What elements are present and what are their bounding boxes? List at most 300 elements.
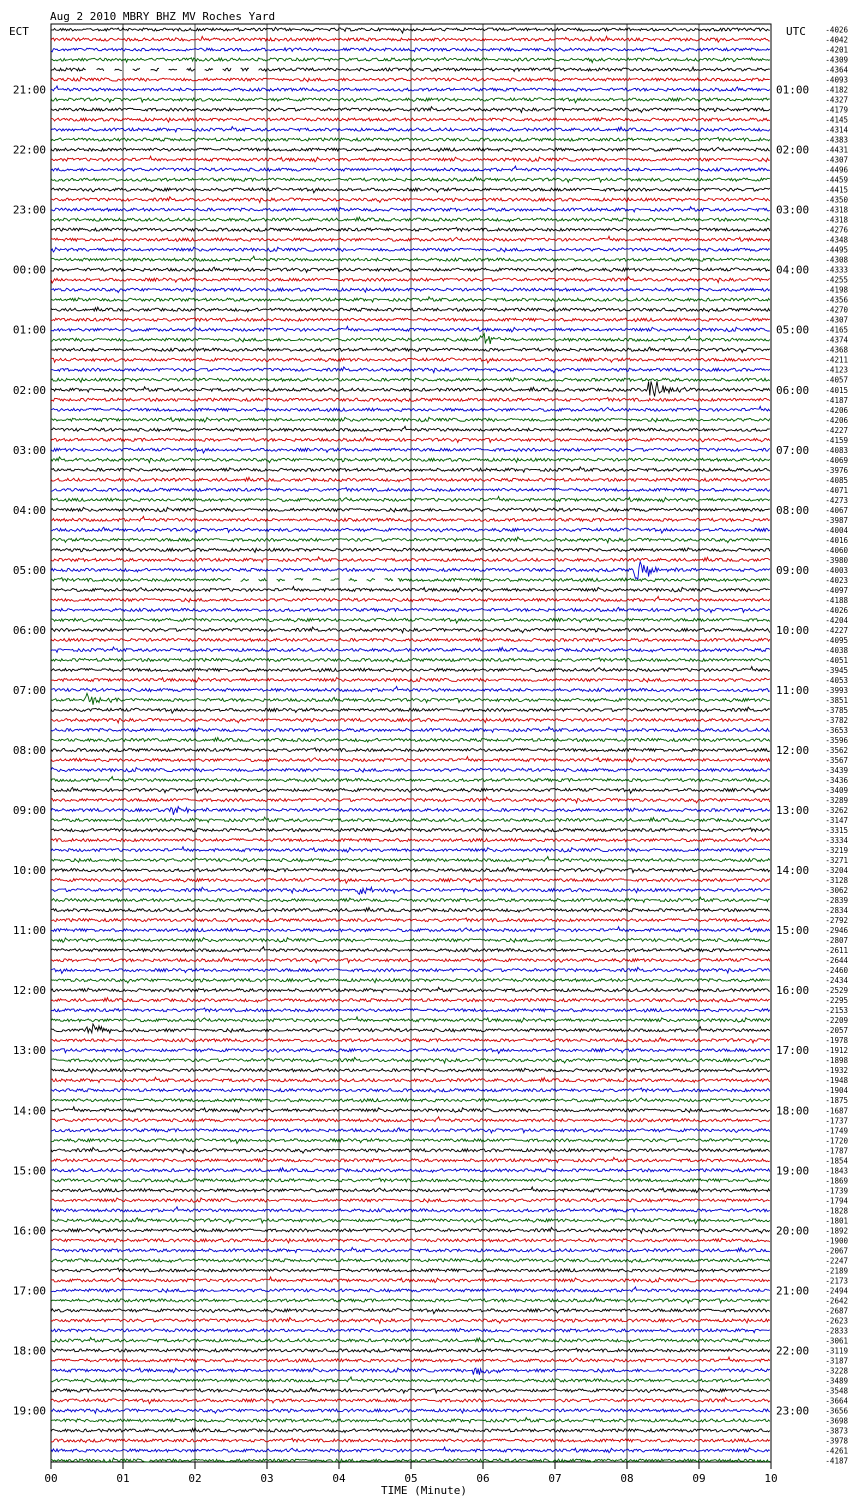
- trace-offset-label: -1801: [825, 1216, 848, 1226]
- x-tick-label-08: 08: [620, 1472, 634, 1485]
- trace-offset-label: -3785: [825, 705, 848, 715]
- trace-line: [51, 1447, 770, 1453]
- trace-offset-label: -3061: [825, 1336, 848, 1346]
- trace-offset-label: -4327: [825, 95, 848, 105]
- trace-offset-label: -4095: [825, 635, 848, 645]
- trace-offset-label: -3653: [825, 725, 848, 735]
- left-hour-label: 15:00: [12, 1164, 46, 1178]
- trace-line: [51, 48, 770, 52]
- right-hour-label: 06:00: [776, 383, 810, 397]
- trace-offset-label: -1875: [825, 1096, 848, 1106]
- trace-offset-label: -3062: [825, 886, 848, 896]
- trace-line: [51, 1117, 770, 1122]
- trace-line: [51, 467, 770, 472]
- trace-offset-label: -4383: [825, 135, 848, 145]
- trace-line: [51, 197, 770, 203]
- trace-line: [51, 607, 770, 612]
- left-axis-label: ECT: [9, 25, 29, 38]
- trace-offset-label: -4318: [825, 215, 848, 225]
- trace-offset-label: -1843: [825, 1166, 848, 1176]
- trace-offset-label: -3147: [825, 816, 848, 826]
- left-hour-label: 21:00: [12, 83, 46, 97]
- trace-line: [51, 787, 770, 793]
- trace-offset-label: -4211: [825, 355, 848, 365]
- trace-line: [51, 1228, 770, 1234]
- trace-line: [51, 678, 770, 683]
- trace-line: [51, 358, 770, 363]
- trace-line: [51, 127, 770, 132]
- trace-offset-label: -2494: [825, 1286, 848, 1296]
- left-hour-label: 17:00: [12, 1284, 46, 1298]
- trace-line: [51, 958, 770, 963]
- trace-offset-label: -4182: [825, 85, 848, 95]
- trace-offset-label: -3489: [825, 1376, 848, 1386]
- trace-line: [51, 979, 770, 983]
- trace-line: [51, 77, 770, 82]
- trace-line: [51, 147, 770, 151]
- trace-offset-label: -3219: [825, 846, 848, 856]
- trace-line: [51, 838, 770, 842]
- trace-offset-label: -3664: [825, 1396, 848, 1406]
- trace-line: [51, 967, 770, 973]
- trace-offset-label: -4459: [825, 175, 848, 185]
- trace-offset-label: -2057: [825, 1026, 848, 1036]
- x-tick-label-05: 05: [404, 1472, 418, 1485]
- trace-line: [51, 188, 770, 193]
- trace-offset-label: -4071: [825, 485, 848, 495]
- trace-offset-label: -3567: [825, 756, 848, 766]
- right-hour-label: 11:00: [776, 683, 810, 697]
- trace-line: [51, 1198, 770, 1203]
- trace-offset-label: -2642: [825, 1296, 848, 1306]
- trace-offset-label: -4015: [825, 385, 848, 395]
- trace-offset-label: -2687: [825, 1306, 848, 1316]
- trace-line: [51, 398, 770, 402]
- trace-line: [51, 627, 770, 633]
- trace-offset-label: -4307: [825, 155, 848, 165]
- trace-line: [51, 217, 770, 222]
- trace-line: [51, 207, 770, 212]
- left-hour-label: 16:00: [12, 1224, 46, 1238]
- trace-line: [51, 557, 770, 562]
- right-hour-label: 17:00: [776, 1044, 810, 1058]
- trace-offset-label: -3945: [825, 665, 848, 675]
- trace-offset-label: -2807: [825, 936, 848, 946]
- trace-line: [51, 516, 770, 521]
- x-tick-label-04: 04: [332, 1472, 346, 1485]
- trace-offset-label: -1898: [825, 1056, 848, 1066]
- trace-line: [51, 1077, 770, 1082]
- trace-offset-label: -1794: [825, 1196, 848, 1206]
- trace-offset-label: -1978: [825, 1036, 848, 1046]
- trace-line: [51, 156, 770, 162]
- trace-offset-label: -1720: [825, 1136, 848, 1146]
- trace-line: [51, 1068, 770, 1072]
- trace-offset-label: -4333: [825, 265, 848, 275]
- trace-line: [51, 1247, 770, 1252]
- trace-line: [51, 347, 770, 352]
- trace-offset-label: -4051: [825, 655, 848, 665]
- trace-offset-label: -4188: [825, 595, 848, 605]
- trace-offset-label: -4314: [825, 125, 848, 135]
- trace-line: [51, 457, 770, 463]
- trace-line: [51, 1259, 770, 1263]
- right-hour-label: 21:00: [776, 1284, 810, 1298]
- trace-offset-label: -2946: [825, 926, 848, 936]
- trace-offset-label: -3698: [825, 1416, 848, 1426]
- trace-line: [51, 307, 770, 312]
- trace-offset-label: -4227: [825, 425, 848, 435]
- right-hour-label: 20:00: [776, 1224, 810, 1238]
- trace-offset-label: -4004: [825, 525, 848, 535]
- trace-offset-label: -4187: [825, 395, 848, 405]
- trace-line: [51, 1048, 770, 1053]
- trace-line: [51, 1438, 770, 1442]
- trace-offset-label: -4356: [825, 295, 848, 305]
- trace-line: [51, 1088, 770, 1092]
- trace-offset-label: -2209: [825, 1016, 848, 1026]
- trace-line: [51, 437, 770, 442]
- left-hour-label: 10:00: [12, 864, 46, 878]
- trace-line: [51, 1338, 770, 1343]
- trace-line: [51, 738, 770, 743]
- right-hour-label: 03:00: [776, 203, 810, 217]
- trace-line: [51, 1277, 770, 1283]
- trace-line: [51, 256, 770, 261]
- trace-offset-label: -4145: [825, 115, 848, 125]
- trace-offset-label: -2460: [825, 966, 848, 976]
- trace-line: [51, 847, 770, 853]
- trace-line: [51, 727, 770, 732]
- trace-offset-label: -4270: [825, 305, 848, 315]
- trace-line: [51, 406, 770, 411]
- trace-offset-label: -3782: [825, 715, 848, 725]
- trace-line: [51, 1388, 770, 1393]
- trace-offset-label: -3978: [825, 1436, 848, 1446]
- trace-line: [51, 1017, 770, 1023]
- left-hour-label: 22:00: [12, 143, 46, 157]
- trace-line: [51, 1348, 770, 1352]
- trace-offset-label: -2067: [825, 1246, 848, 1256]
- trace-line: [51, 1287, 770, 1293]
- trace-offset-label: -1687: [825, 1106, 848, 1116]
- trace-offset-label: -4085: [825, 475, 848, 485]
- trace-line: [51, 647, 770, 652]
- right-hour-label: 07:00: [776, 443, 810, 457]
- x-axis-label: TIME (Minute): [380, 1484, 468, 1497]
- trace-offset-label: -2434: [825, 976, 848, 986]
- left-hour-label: 13:00: [12, 1044, 46, 1058]
- trace-offset-label: -3980: [825, 555, 848, 565]
- trace-offset-label: -4255: [825, 275, 848, 285]
- trace-line: [51, 562, 770, 580]
- right-hour-label: 10:00: [776, 623, 810, 637]
- trace-offset-label: -4368: [825, 345, 848, 355]
- offset-label-group: [825, 26, 848, 1466]
- trace-line: [51, 488, 770, 492]
- trace-line: [51, 1238, 770, 1242]
- trace-line: [51, 1187, 770, 1193]
- trace-line: [51, 1309, 770, 1314]
- trace-line: [51, 1147, 770, 1153]
- trace-offset-label: -4309: [825, 55, 848, 65]
- trace-offset-label: -1932: [825, 1066, 848, 1076]
- left-hour-label: 01:00: [12, 323, 46, 337]
- trace-offset-label: -3128: [825, 876, 848, 886]
- trace-line: [51, 578, 770, 582]
- right-hour-label: 12:00: [776, 744, 810, 758]
- trace-line: [51, 667, 770, 672]
- trace-line: [51, 98, 770, 103]
- trace-offset-label: -4083: [825, 445, 848, 455]
- trace-line: [51, 267, 770, 272]
- trace-line: [51, 748, 770, 752]
- left-hour-label: 08:00: [12, 744, 46, 758]
- x-tick-label-09: 09: [692, 1472, 706, 1485]
- trace-offset-label: -4495: [825, 245, 848, 255]
- left-hour-label: 11:00: [12, 924, 46, 938]
- trace-line: [51, 857, 770, 863]
- trace-offset-label: -4204: [825, 615, 848, 625]
- trace-offset-label: -2623: [825, 1316, 848, 1326]
- trace-offset-label: -4261: [825, 1446, 848, 1456]
- trace-offset-label: -3271: [825, 856, 848, 866]
- trace-offset-label: -4067: [825, 505, 848, 515]
- trace-line: [51, 777, 770, 782]
- trace-offset-label: -4348: [825, 235, 848, 245]
- trace-offset-label: -3596: [825, 735, 848, 745]
- trace-offset-label: -1904: [825, 1086, 848, 1096]
- trace-offset-label: -1737: [825, 1116, 848, 1126]
- trace-offset-label: -3562: [825, 746, 848, 756]
- right-hour-label: 15:00: [776, 924, 810, 938]
- trace-offset-label: -4364: [825, 65, 848, 75]
- trace-line: [51, 1038, 770, 1043]
- right-hour-label: 14:00: [776, 864, 810, 878]
- trace-line: [51, 1377, 770, 1382]
- left-hour-label: 00:00: [12, 263, 46, 277]
- trace-offset-label: -1749: [825, 1126, 848, 1136]
- trace-offset-label: -4057: [825, 375, 848, 385]
- trace-line: [51, 277, 770, 283]
- trace-offset-label: -4026: [825, 605, 848, 615]
- trace-line: [51, 947, 770, 952]
- trace-offset-label: -1739: [825, 1186, 848, 1196]
- trace-line: [51, 297, 770, 302]
- left-hour-label: 12:00: [12, 984, 46, 998]
- trace-offset-label: -1787: [825, 1146, 848, 1156]
- trace-line: [51, 288, 770, 292]
- trace-line: [51, 868, 770, 873]
- trace-line: [51, 537, 770, 543]
- left-hour-label: 03:00: [12, 443, 46, 457]
- trace-offset-label: -3436: [825, 776, 848, 786]
- trace-offset-label: -4206: [825, 415, 848, 425]
- right-hour-label: 02:00: [776, 143, 810, 157]
- trace-line: [51, 378, 770, 382]
- trace-line: [51, 67, 770, 71]
- trace-offset-label: -4016: [825, 535, 848, 545]
- trace-line: [51, 757, 770, 763]
- trace-line: [51, 1128, 770, 1133]
- trace-line: [51, 334, 770, 344]
- trace-line: [51, 1268, 770, 1272]
- trace-line: [51, 797, 770, 803]
- trace-offset-label: -4198: [825, 285, 848, 295]
- left-hour-label: 19:00: [12, 1404, 46, 1418]
- trace-offset-label: -1854: [825, 1156, 848, 1166]
- trace-line: [51, 118, 770, 122]
- trace-line: [51, 817, 770, 822]
- trace-offset-label: -4053: [825, 675, 848, 685]
- trace-line: [51, 718, 770, 722]
- trace-offset-label: -2833: [825, 1326, 848, 1336]
- left-hour-label: 14:00: [12, 1104, 46, 1118]
- trace-offset-label: -1869: [825, 1176, 848, 1186]
- trace-line: [51, 1207, 770, 1212]
- trace-line: [51, 618, 770, 623]
- trace-offset-label: -4097: [825, 585, 848, 595]
- x-tick-label-10: 10: [764, 1472, 778, 1485]
- trace-offset-label: -2173: [825, 1276, 848, 1286]
- trace-offset-label: -4308: [825, 255, 848, 265]
- trace-line: [51, 587, 770, 593]
- x-tick-label-06: 06: [476, 1472, 490, 1485]
- trace-line: [51, 326, 770, 332]
- trace-offset-label: -4318: [825, 205, 848, 215]
- trace-line: [51, 1008, 770, 1012]
- chart-title: Aug 2 2010 MBRY BHZ MV Roches Yard: [50, 10, 276, 23]
- trace-offset-label: -1948: [825, 1076, 848, 1086]
- trace-offset-label: -4003: [825, 565, 848, 575]
- trace-offset-label: -4159: [825, 435, 848, 445]
- trace-offset-label: -2153: [825, 1006, 848, 1016]
- x-tick-label-00: 00: [44, 1472, 58, 1485]
- trace-line: [51, 527, 770, 533]
- trace-offset-label: -3315: [825, 826, 848, 836]
- left-hour-label: 07:00: [12, 683, 46, 697]
- trace-offset-label: -3334: [825, 836, 848, 846]
- trace-line: [51, 707, 770, 713]
- trace-offset-label: -3851: [825, 695, 848, 705]
- trace-line: [51, 236, 770, 241]
- trace-offset-label: -2247: [825, 1256, 848, 1266]
- right-hour-label: 16:00: [776, 984, 810, 998]
- trace-line: [51, 828, 770, 832]
- right-hour-label: 04:00: [776, 263, 810, 277]
- trace-offset-label: -2611: [825, 946, 848, 956]
- left-hour-label: 02:00: [12, 383, 46, 397]
- trace-offset-label: -4123: [825, 365, 848, 375]
- trace-line: [51, 918, 770, 922]
- trace-line: [51, 1178, 770, 1182]
- trace-line: [51, 1298, 770, 1303]
- x-tick-label-02: 02: [188, 1472, 202, 1485]
- left-hour-label: 06:00: [12, 623, 46, 637]
- right-axis-label: UTC: [786, 25, 806, 38]
- left-hour-label: 05:00: [12, 563, 46, 577]
- trace-offset-label: -4165: [825, 325, 848, 335]
- trace-line: [51, 1157, 770, 1162]
- trace-line: [51, 938, 770, 943]
- right-hour-label: 18:00: [776, 1104, 810, 1118]
- trace-offset-label: -3204: [825, 866, 848, 876]
- trace-line: [51, 1057, 770, 1063]
- trace-offset-label: -1828: [825, 1206, 848, 1216]
- trace-offset-label: -4227: [825, 625, 848, 635]
- trace-line: [51, 477, 770, 482]
- trace-offset-label: -2189: [825, 1266, 848, 1276]
- trace-offset-label: -2792: [825, 916, 848, 926]
- trace-line: [51, 1024, 770, 1033]
- trace-line: [51, 367, 770, 373]
- x-tick-group: [44, 1462, 777, 1485]
- trace-line: [51, 166, 770, 171]
- trace-line: [51, 807, 770, 815]
- trace-offset-label: -4060: [825, 545, 848, 555]
- trace-line: [51, 1368, 770, 1375]
- trace-offset-label: -4415: [825, 185, 848, 195]
- left-hour-label: 18:00: [12, 1344, 46, 1358]
- trace-line: [51, 1328, 770, 1332]
- x-tick-label-01: 01: [116, 1472, 130, 1485]
- trace-offset-label: -4350: [825, 195, 848, 205]
- trace-line: [51, 381, 770, 396]
- trace-line: [51, 137, 770, 141]
- trace-offset-label: -3228: [825, 1366, 848, 1376]
- trace-line: [51, 58, 770, 63]
- trace-line: [51, 596, 770, 602]
- trace-line: [51, 908, 770, 913]
- trace-offset-label: -3873: [825, 1426, 848, 1436]
- trace-line: [51, 496, 770, 502]
- trace-line: [51, 318, 770, 322]
- trace-line: [51, 448, 770, 453]
- trace-offset-label: -4179: [825, 105, 848, 115]
- trace-line: [51, 1139, 770, 1144]
- trace-offset-label: -4201: [825, 45, 848, 55]
- trace-offset-label: -3548: [825, 1386, 848, 1396]
- trace-offset-label: -3987: [825, 515, 848, 525]
- left-hour-label: 04:00: [12, 503, 46, 517]
- trace-line: [51, 507, 770, 512]
- trace-offset-label: -2644: [825, 956, 848, 966]
- trace-offset-label: -4093: [825, 75, 848, 85]
- trace-line: [51, 426, 770, 431]
- trace-line: [51, 897, 770, 902]
- right-hour-label: 05:00: [776, 323, 810, 337]
- right-hour-label: 13:00: [776, 804, 810, 818]
- trace-offset-label: -4276: [825, 225, 848, 235]
- trace-offset-label: -3289: [825, 796, 848, 806]
- trace-offset-label: -3976: [825, 465, 848, 475]
- trace-line: [51, 1409, 770, 1413]
- trace-offset-label: -1892: [825, 1226, 848, 1236]
- trace-offset-label: -2529: [825, 986, 848, 996]
- trace-offset-label: -1900: [825, 1236, 848, 1246]
- trace-line: [51, 227, 770, 231]
- trace-line: [51, 177, 770, 182]
- trace-line: [51, 1218, 770, 1224]
- trace-offset-label: -4273: [825, 495, 848, 505]
- trace-line: [51, 686, 770, 691]
- trace-line: [51, 887, 770, 894]
- trace-line: [51, 638, 770, 641]
- trace-offset-label: -3439: [825, 766, 848, 776]
- trace-offset-label: -4206: [825, 405, 848, 415]
- trace-offset-label: -4023: [825, 575, 848, 585]
- trace-line: [51, 768, 770, 773]
